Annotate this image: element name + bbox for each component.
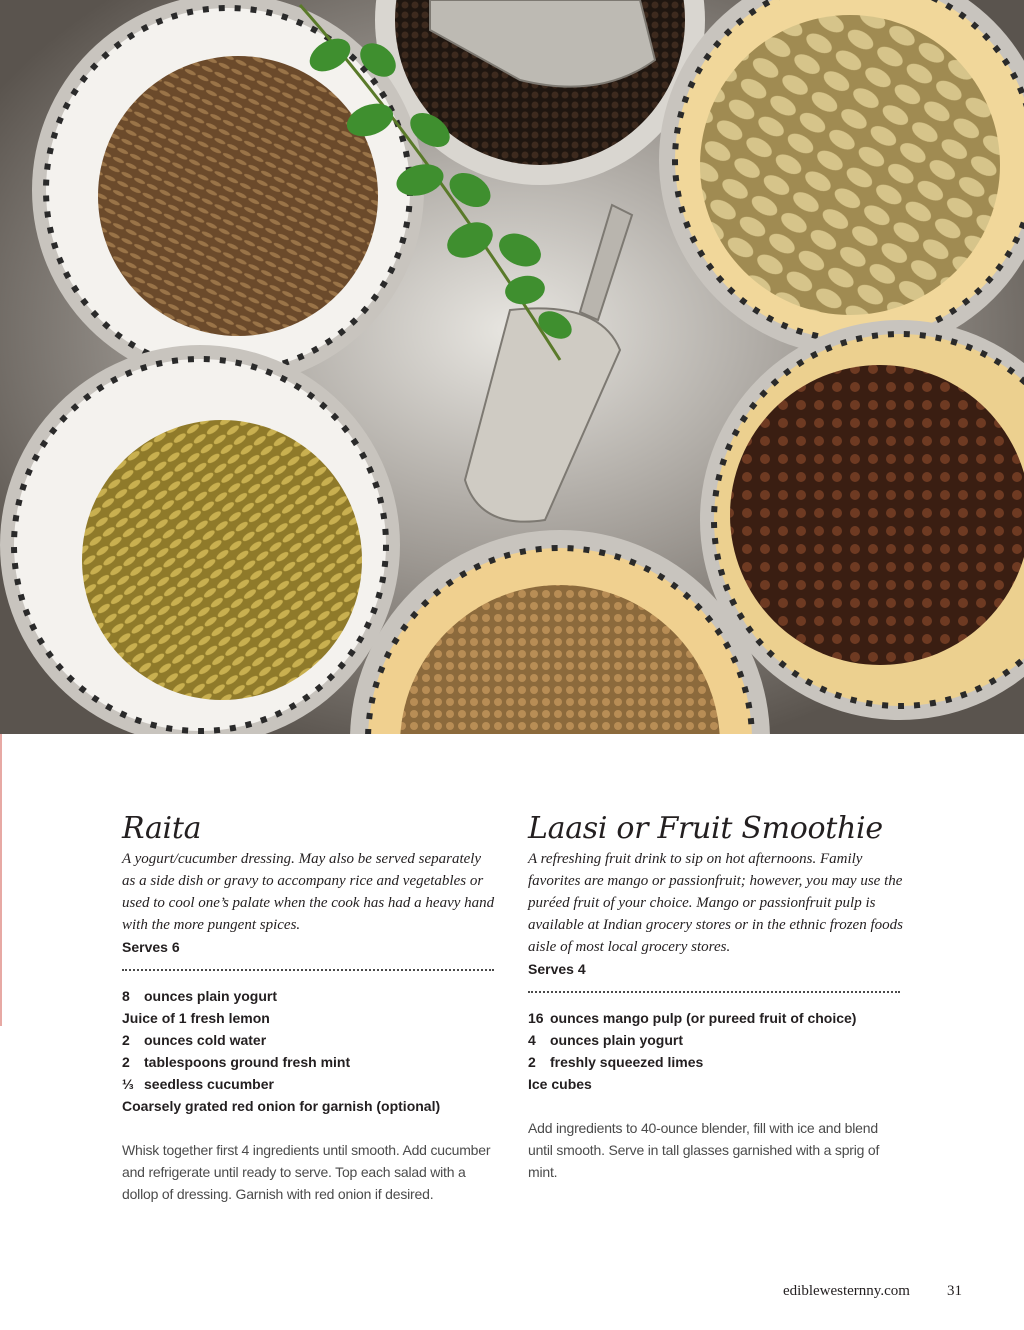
- ingredient-name: freshly squeezed limes: [550, 1054, 704, 1070]
- recipe-serves: Serves 4: [528, 961, 586, 977]
- ingredient-qty: 2: [122, 1032, 130, 1048]
- ingredient-item: [528, 1073, 904, 1095]
- ingredient-qty: 8: [122, 988, 130, 1004]
- ingredient-item: [528, 1051, 904, 1073]
- recipe-serves: Serves 6: [122, 939, 180, 955]
- ingredient-item: [122, 985, 498, 1007]
- ingredient-item: [528, 1029, 904, 1051]
- recipe-method: Whisk together first 4 ingredients until smooth. Add cucumber and refrigerate until ready to serve. Top each salad with a dollop of dressing. Garnish with red onion if desired.: [122, 1142, 491, 1202]
- ingredient-name: ounces plain yogurt: [144, 988, 278, 1004]
- ingredient-item: [122, 1073, 498, 1095]
- footer-website: ediblewesternny.com: [783, 1283, 910, 1299]
- ingredient-name: seedless cucumber: [144, 1076, 274, 1092]
- ingredient-item: [528, 1007, 904, 1029]
- dotted-divider: [528, 991, 900, 993]
- page-number: 31: [947, 1283, 962, 1299]
- fennel-seed-cup: [0, 345, 400, 734]
- ingredient-qty: 4: [528, 1032, 536, 1048]
- ingredient-item: [122, 1007, 498, 1029]
- ingredient-name: ounces mango pulp (or pureed fruit of choice): [550, 1010, 857, 1026]
- raita-recipe: [122, 810, 498, 1205]
- ingredient-name: tablespoons ground fresh mint: [144, 1054, 351, 1070]
- ingredient-qty: 2: [528, 1054, 536, 1070]
- ingredient-name: Juice of 1 fresh lemon: [122, 1010, 270, 1026]
- recipe-title: Laasi or Fruit Smoothie: [528, 811, 883, 846]
- laasi-recipe: [528, 810, 904, 1183]
- ingredient-qty: 2: [122, 1054, 130, 1070]
- ingredient-name: ounces cold water: [144, 1032, 267, 1048]
- ingredient-name: Ice cubes: [528, 1076, 592, 1092]
- ingredient-item: [122, 1095, 498, 1117]
- recipe-method: Add ingredients to 40-ounce blender, fill with ice and blend until smooth. Serve in tall glasses garnished with a sprig of mint.: [528, 1120, 880, 1180]
- ingredient-name: Coarsely grated red onion for garnish (optional): [122, 1098, 441, 1114]
- recipe-intro: A refreshing fruit drink to sip on hot afternoons. Family favorites are mango or passionfruit; however, you may use the puréed fruit of your choice. Mango or passionfruit pulp is available at Indian grocery stores or in the ethnic frozen foods aisle of most local grocery stores.: [528, 851, 903, 955]
- ingredient-qty: 16: [528, 1010, 544, 1026]
- ingredient-qty: ⅓: [122, 1076, 134, 1092]
- recipe-title: Raita: [122, 811, 202, 846]
- recipe-intro: A yogurt/cucumber dressing. May also be served separately as a side dish or gravy to accompany rice and vegetables or used to cool one’s palate when the cook has had a heavy hand with the more pungent spices.: [122, 851, 495, 933]
- dotted-divider: [122, 969, 494, 971]
- ingredient-list: [528, 1007, 904, 1095]
- ingredient-list: [122, 985, 498, 1117]
- ingredient-name: ounces plain yogurt: [550, 1032, 684, 1048]
- ingredient-item: [122, 1051, 498, 1073]
- page-edge-rule: [0, 734, 2, 1026]
- ingredient-item: [122, 1029, 498, 1051]
